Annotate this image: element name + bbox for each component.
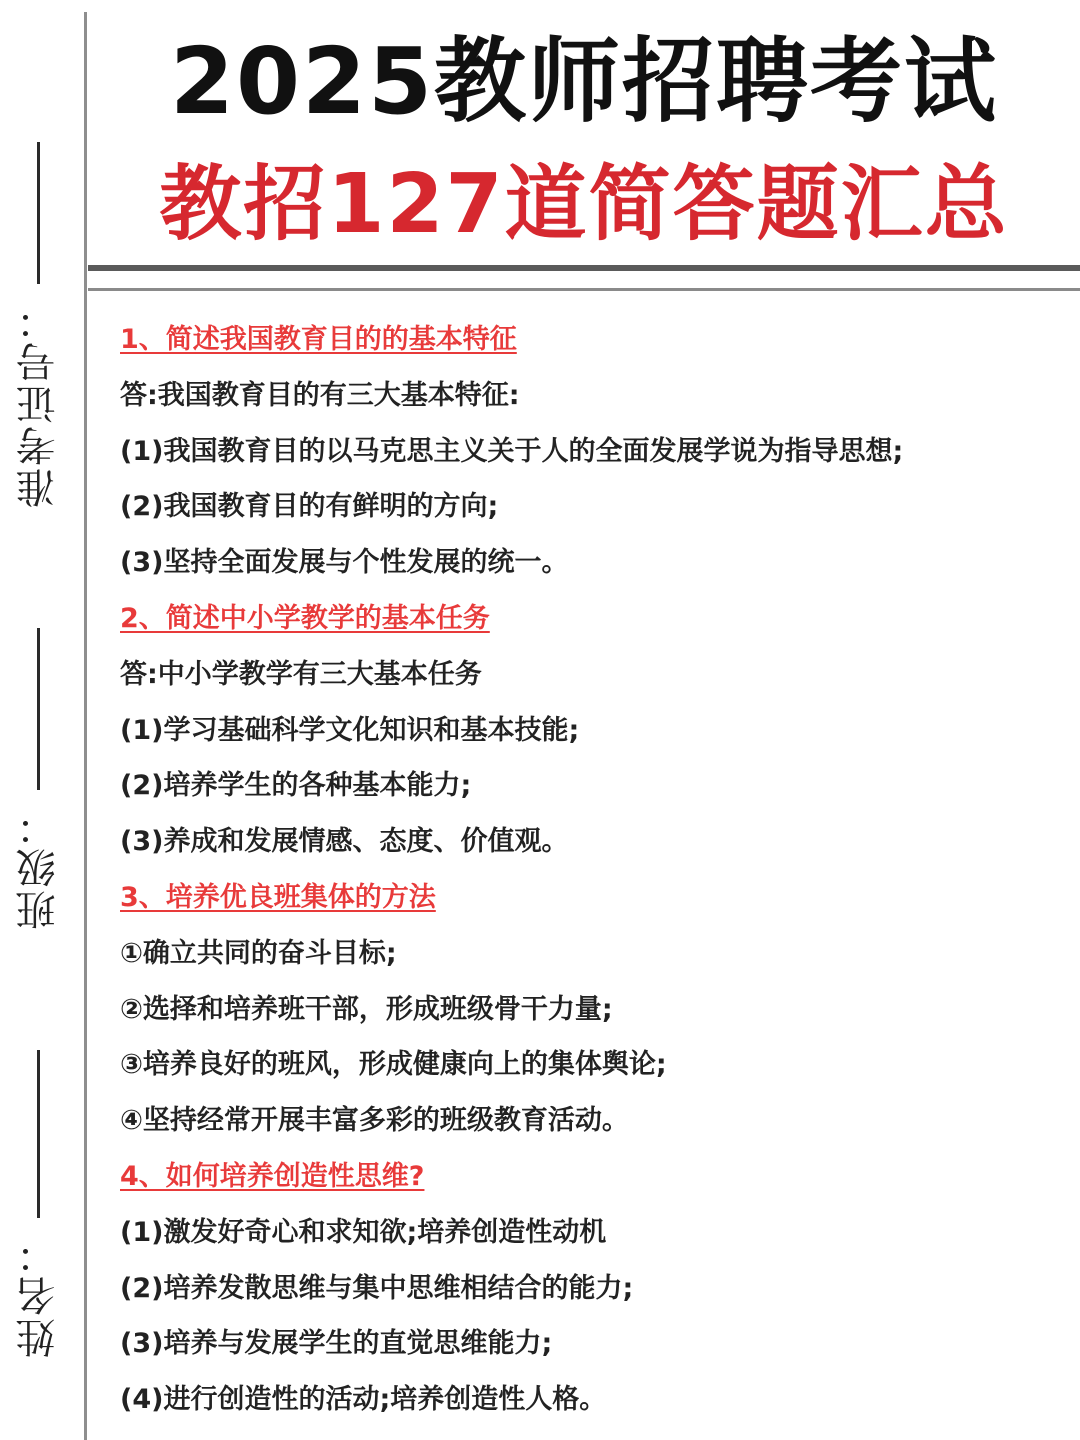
exam-id-underline — [37, 142, 40, 284]
answer-line: ③培养良好的班风，形成健康向上的集体舆论; — [120, 1049, 667, 1081]
class-label: 班级： — [15, 804, 62, 930]
name-field — [10, 1050, 66, 1358]
answer-line: (1)激发好奇心和求知欲;培养创造性动机 — [120, 1216, 607, 1248]
exam-id-label: 准考证号： — [15, 298, 62, 508]
answer-line: (4)进行创造性的活动;培养创造性人格。 — [120, 1384, 607, 1416]
questions-list — [120, 312, 1060, 1428]
exam-id-field — [10, 142, 66, 508]
header-divider-thick — [88, 265, 1080, 271]
name-underline — [37, 1050, 40, 1218]
answer-line: (1)学习基础科学文化知识和基本技能; — [120, 714, 580, 746]
header-divider-thin — [88, 288, 1080, 291]
question-heading: 4、如何培养创造性思维? — [120, 1160, 425, 1192]
answer-line: (2)培养发散思维与集中思维相结合的能力; — [120, 1272, 634, 1304]
name-label: 姓名： — [15, 1232, 62, 1358]
answer-line: ④坚持经常开展丰富多彩的班级教育活动。 — [120, 1105, 629, 1137]
answer-line: (3)养成和发展情感、态度、价值观。 — [120, 826, 569, 858]
class-underline — [37, 628, 40, 790]
page-title: 2025教师招聘考试 — [169, 28, 999, 135]
answer-line: 答:中小学教学有三大基本任务 — [120, 658, 482, 690]
binding-line — [84, 12, 87, 1440]
answer-line: ①确立共同的奋斗目标; — [120, 937, 397, 969]
answer-line: (1)我国教育目的以马克思主义关于人的全面发展学说为指导思想; — [120, 435, 904, 467]
page-subtitle: 教招127道简答题汇总 — [159, 157, 1009, 252]
answer-line: ②选择和培养班干部，形成班级骨干力量; — [120, 993, 613, 1025]
answer-line: (3)坚持全面发展与个性发展的统一。 — [120, 547, 569, 579]
class-field — [10, 628, 66, 930]
answer-line: (2)培养学生的各种基本能力; — [120, 770, 472, 802]
question-heading: 3、培养优良班集体的方法 — [120, 881, 436, 913]
answer-line: (2)我国教育目的有鲜明的方向; — [120, 491, 499, 523]
question-heading: 2、简述中小学教学的基本任务 — [120, 602, 490, 634]
answer-line: 答:我国教育目的有三大基本特征: — [120, 379, 520, 411]
question-heading: 1、简述我国教育目的的基本特征 — [120, 324, 517, 355]
answer-line: (3)培养与发展学生的直觉思维能力; — [120, 1328, 553, 1360]
